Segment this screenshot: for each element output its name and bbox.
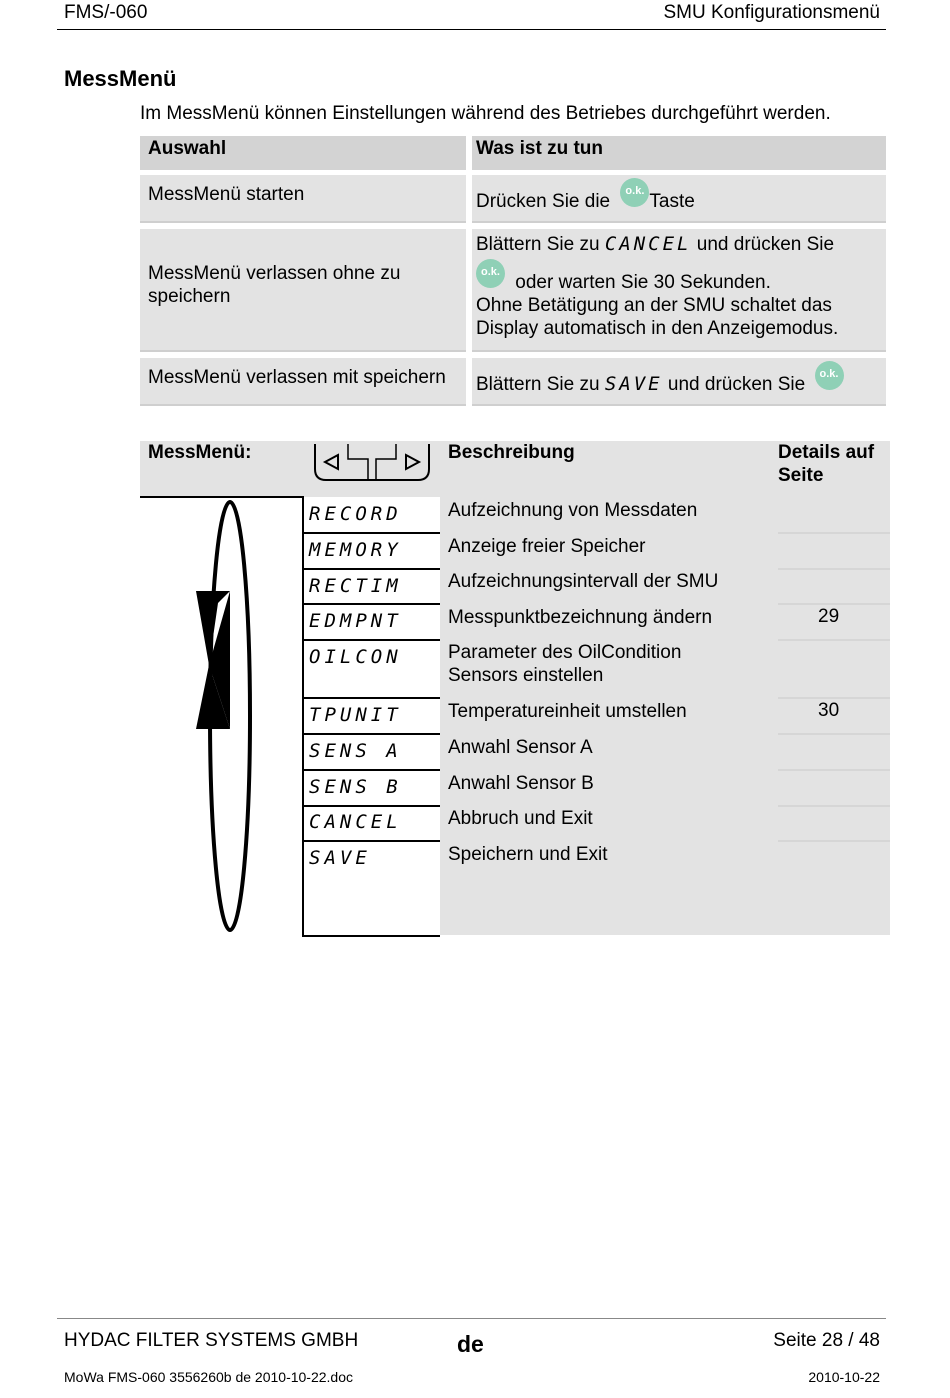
row-stripe (778, 603, 890, 605)
row-separator (303, 697, 440, 699)
ok-key-icon: o.k. (815, 361, 844, 390)
row1-selection: MessMenü starten (140, 175, 466, 223)
lcd-cancel-text: CANCEL (604, 233, 692, 255)
row-stripe (778, 639, 890, 641)
row-separator (303, 840, 440, 842)
menu-page-ref: 29 (818, 606, 840, 627)
row-separator (303, 532, 440, 534)
menu-code: SENS A (309, 740, 402, 762)
header-chapter: SMU Konfigurationsmenü (663, 2, 880, 23)
menu-desc: Anzeige freier Speicher (448, 536, 646, 557)
header-divider (57, 29, 886, 30)
menu-code: SENS B (309, 776, 402, 798)
menu-desc: Abbruch und Exit (448, 808, 593, 829)
menu-code: CANCEL (309, 811, 402, 833)
row2-action-pre: Blättern Sie zu (476, 234, 600, 255)
row-stripe (778, 532, 890, 534)
footer-language: de (457, 1331, 484, 1357)
row2-action-line4: Display automatisch in den Anzeigemodus. (476, 318, 839, 339)
arrow-keys-icon (312, 441, 432, 483)
code-column-bottom (303, 935, 440, 937)
row-separator (303, 639, 440, 641)
menu-code: TPUNIT (309, 704, 402, 726)
footer-date: 2010-10-22 (808, 1369, 880, 1385)
menu-details-header: Details auf Seite (778, 442, 875, 486)
row3-action-pre: Blättern Sie zu (476, 374, 600, 395)
row1-action-post: Taste (649, 191, 695, 212)
row2-action-line2: oder warten Sie 30 Sekunden. (515, 272, 771, 293)
row2-action (472, 229, 886, 352)
intro-text: Im MessMenü können Einstellungen während des Betriebes durchgeführt werden. (140, 103, 831, 124)
menu-code: EDMPNT (309, 610, 402, 632)
code-column-border (302, 497, 304, 937)
footer-company: HYDAC FILTER SYSTEMS GMBH (64, 1330, 359, 1351)
row-separator (303, 568, 440, 570)
menu-desc: Anwahl Sensor B (448, 773, 594, 794)
row2-action-post: und drücken Sie (696, 234, 835, 255)
menu-desc: Parameter des OilCondition Sensors einstellen (448, 642, 682, 686)
row1-action (472, 175, 886, 223)
cycle-loop-icon (188, 497, 272, 937)
row2-action-line3: Ohne Betätigung an der SMU schaltet das (476, 295, 832, 316)
section-title: MessMenü (64, 66, 177, 91)
lcd-save-text: SAVE (604, 373, 663, 395)
col-header-selection: Auswahl (140, 136, 466, 170)
menu-desc: Speichern und Exit (448, 844, 608, 865)
row-separator (303, 603, 440, 605)
ok-key-icon: o.k. (476, 259, 505, 288)
row1-action-pre: Drücken Sie die (476, 191, 611, 212)
menu-title: MessMenü: (148, 442, 252, 463)
row-stripe (778, 840, 890, 842)
footer-divider (57, 1318, 886, 1319)
menu-desc: Messpunktbezeichnung ändern (448, 607, 713, 628)
row-separator (303, 805, 440, 807)
menu-page-ref: 30 (818, 700, 840, 721)
menu-code: RECTIM (309, 575, 402, 597)
menu-desc: Temperatureinheit umstellen (448, 701, 687, 722)
row-stripe (778, 733, 890, 735)
row3-action (472, 358, 886, 406)
menu-code: OILCON (309, 646, 402, 668)
menu-code: MEMORY (309, 539, 402, 561)
menu-desc: Anwahl Sensor A (448, 737, 593, 758)
col-header-action: Was ist zu tun (472, 136, 886, 170)
row-separator (303, 733, 440, 735)
row3-selection: MessMenü verlassen mit speichern (140, 358, 466, 406)
ok-key-icon: o.k. (620, 178, 649, 207)
menu-code: RECORD (309, 503, 402, 525)
menu-code: SAVE (309, 847, 371, 869)
row-stripe (778, 568, 890, 570)
row-stripe (778, 697, 890, 699)
row-separator (303, 769, 440, 771)
footer-filename: MoWa FMS-060 3556260b de 2010-10-22.doc (64, 1369, 353, 1385)
row3-action-post: und drücken Sie (667, 374, 806, 395)
menu-desc-header: Beschreibung (448, 442, 575, 463)
row-stripe (778, 805, 890, 807)
row2-selection: MessMenü verlassen ohne zu speichern (140, 229, 466, 352)
menu-desc: Aufzeichnung von Messdaten (448, 500, 698, 521)
footer-page-number: Seite 28 / 48 (773, 1330, 880, 1351)
row-stripe (778, 769, 890, 771)
menu-desc: Aufzeichnungsintervall der SMU (448, 571, 719, 592)
header-doc-id: FMS/-060 (64, 2, 148, 23)
